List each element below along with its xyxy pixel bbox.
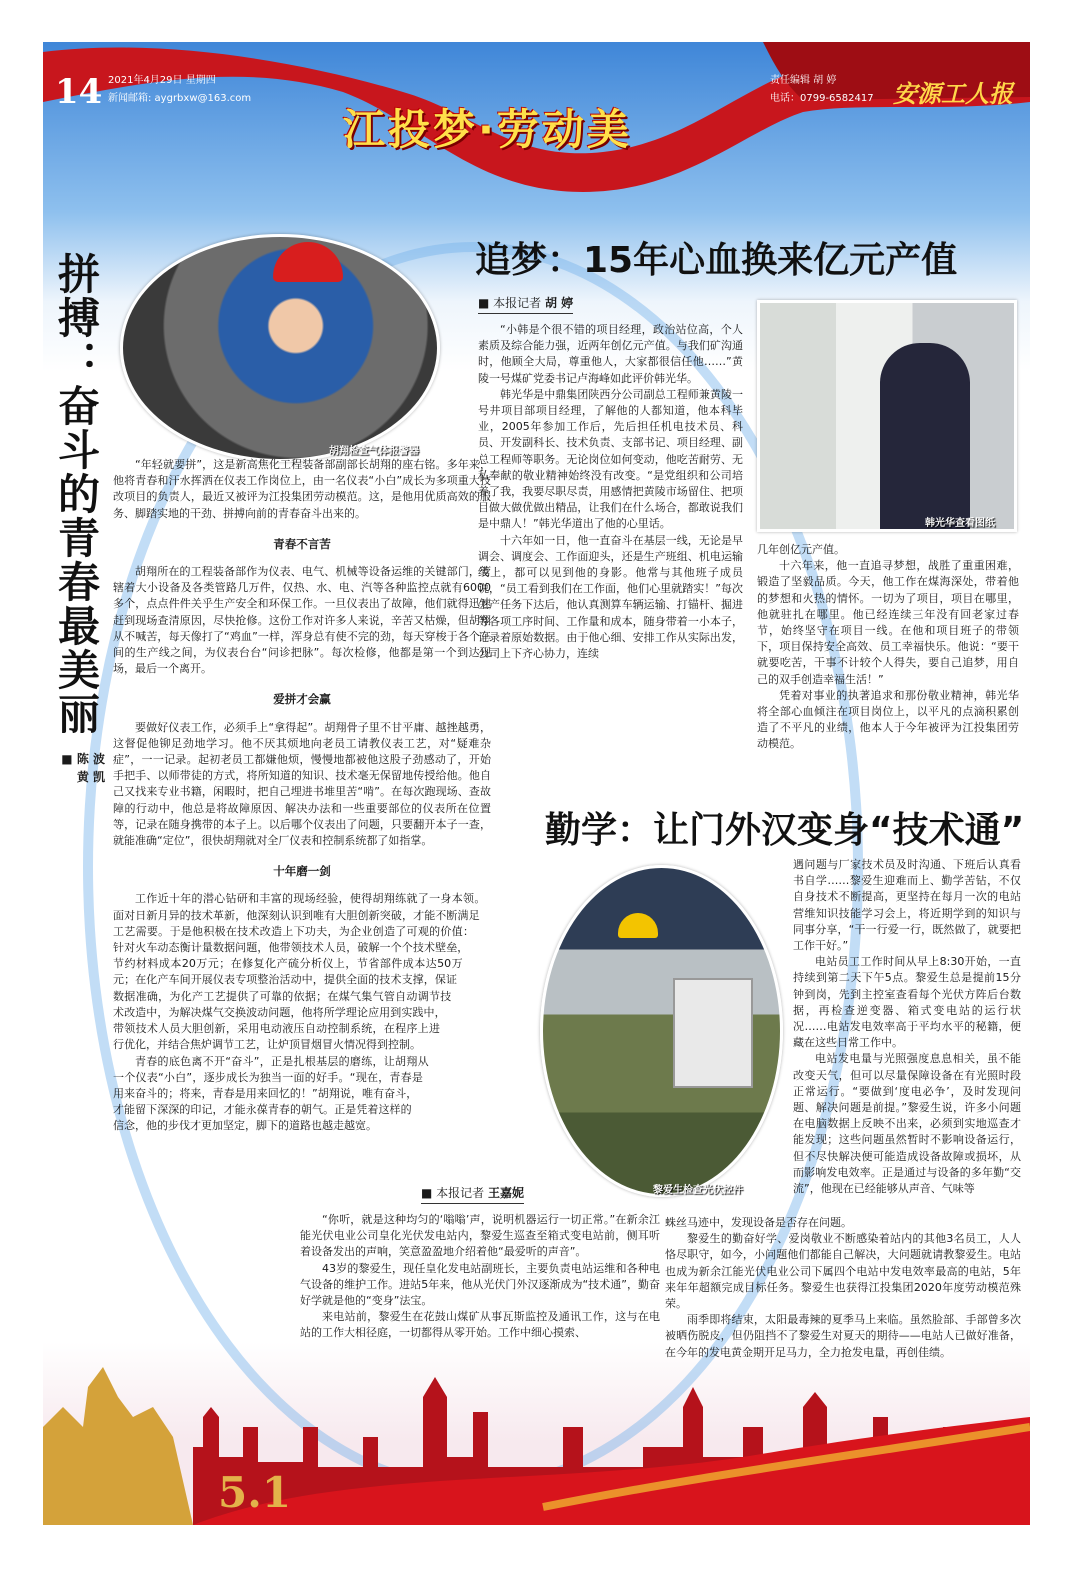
editor-info xyxy=(770,72,874,108)
paragraph: 几年创亿元产值。 xyxy=(757,543,845,556)
article2-title: 追梦：15年心血换来亿元产值 xyxy=(475,240,958,281)
paragraph: 雨季即将结束，太阳最毒辣的夏季马上来临。虽然脸部、手部曾多次被晒伤脱皮，但仍阻挡不了黎爱生对夏天的期待——电站人已做好准备，在今年的发电黄金期开足马力，全力抢发电量，再创佳绩。 xyxy=(665,1313,1021,1359)
paragraph: 来电站前，黎爱生在花鼓山煤矿从事瓦斯监控及通讯工作，这与在电站的工作大相径庭，一切都得从零开始。工作中细心摸索、 xyxy=(300,1310,660,1340)
photo-caption: 黎爱生检查光伏控件 xyxy=(653,1185,743,1196)
paragraph: 蛛丝马迹中，发现设备是否存在问题。 xyxy=(665,1216,852,1229)
section-heading: 青春不言苦 xyxy=(273,536,331,551)
person-figure xyxy=(880,343,970,532)
section-banner: 江投梦·劳动美 xyxy=(343,105,632,154)
paragraph: 工作近十年的潜心钻研和丰富的现场经验，使得胡翔练就了一身本领。面对日新月异的技术革新，他深刻认识到唯有大胆创新突破，才能不断满足工艺需要。于是他积极在技术改造上下功夫，为企业创造了可观的价值：针对火车动态衡计量数据问题，他带领技术人员，破解一个个技术壁垒，节约材料成本20万元；在修复化产硫分析仪上，节省部件成本达50万元；在化产车间开展仪表专项整治活动中，提供全面的技术支撑，保证数据准确，为化产工艺提供了可靠的依据；在煤气集气管自动调节技术改造中，为解决煤气交换波动问题，他将所学理论应用到实践中，带领技术人员大胆创新，采用电动液压自动控制系统，在程序上进行优化，并结合焦炉调节工艺，让炉顶冒烟冒火情况得到控制。 xyxy=(113,892,486,1052)
article1-title: 拼搏：奋斗的青春最美丽 xyxy=(52,252,101,736)
paragraph: “你听，就是这种均匀的‘嗡嗡’声，说明机器运行一切正常。”在新余江能光伏电业公司皇化光伏发电站内，黎爱生巡查至箱式变电站前，侧耳听着设备发出的声响，笑意盈盈地介绍着他“最爱听的声音”。 xyxy=(300,1213,660,1259)
paragraph: 黎爱生的勤奋好学、爱岗敬业不断感染着站内的其他3名员工，人人恪尽职守，如今，小问题他们都能自己解决，大问题就请教黎爱生。电站也成为新余江能光伏电业公司下属四个电站中发电效率最高的电站，5年来年年超额完成目标任务。黎爱生也获得江投集团2020年度劳动模范殊荣。 xyxy=(665,1232,1021,1311)
paragraph: 韩光华是中鼎集团陕西分公司副总工程师兼黄陵一号井项目部项目经理，了解他的人都知道，他本科毕业，2005年参加工作后，先后担任机电技术员、科员、开发副科长、技术负责、支部书记、项目经理、副总工程师等职务。无论岗位如何变动，他吃苦耐劳、无私奉献的敬业精神始终没有改变。“是党组织和公司培养了我，我要尽职尽责，用感情把黄陵市场留住、把项目做大做优做出精品，让我们在什么场合，都敢说我们是中鼎人！”韩光华道出了他的心里话。 xyxy=(478,387,743,531)
paragraph: 胡翔所在的工程装备部作为仪表、电气、机械等设备运维的关键部门，管辖着大小设备及各类管路几万件，仅热、水、电、汽等各种监控点就有6000多个，点点件件关乎生产安全和环保工作。一旦仪表出了故障，他们就得迅速赶到现场查清原因，尽快抢修。这份工作对许多人来说，辛苦又枯燥，但胡翔从不喊苦，每天像打了“鸡血”一样，浑身总有使不完的劲，每天穿梭于各个车间的生产线之间，为仪表台台“问诊把脉”。每次检修，他都是第一个到达现场，最后一个离开。 xyxy=(113,565,491,676)
article3-byline xyxy=(421,1184,524,1204)
paragraph: 43岁的黎爱生，现任皇化发电站副班长，主要负责电站运维和各种电气设备的维护工作。进站5年来，他从光伏门外汉逐渐成为“技术通”，勤奋好学就是他的“变身”法宝。 xyxy=(300,1261,660,1308)
photo-han-guanghua xyxy=(757,300,1017,532)
article3-title: 勤学：让门外汉变身“技术通” xyxy=(545,810,1025,851)
article2-byline xyxy=(478,294,573,314)
page-number: 14 xyxy=(55,72,103,112)
paragraph: 要做好仪表工作，必须手上“拿得起”。胡翔骨子里不甘平庸、越挫越勇，这督促他铆足劲地学习。他不厌其烦地向老员工请教仪表工艺，对“疑难杂症”，一一记录。起初老员工都嫌他烦，慢慢地都被他这股子劲感动了，开始手把手、以师带徒的方式，将所知道的知识、技术毫无保留地传授给他。他自己又找来专业书籍，闲暇时，把自己埋进书堆里苦“啃”。在每次跑现场、查故障的行动中，他总是将故障原因、解决办法和一些重要部位的仪表所在位置等，记录在随身携带的本子上。以后哪个仪表出了问题，只要翻开本子一查，就能准确“定位”，很快胡翔就对全厂仪表和控制系统都了如指掌。 xyxy=(113,720,491,848)
article3-col-right-top xyxy=(793,857,1021,1197)
article1-body xyxy=(113,457,491,1291)
article1-byline: ■ 陈 波 黄 凯 xyxy=(61,752,105,784)
byline-prefix: ■ 本报记者 xyxy=(421,1186,485,1200)
news-email: 新闻邮箱: aygrbxw@163.com xyxy=(108,93,252,104)
article3-col-right-bottom xyxy=(665,1215,1021,1361)
article1-intro: “年轻就要拼”，这是新高焦化工程装备部副部长胡翔的座右铭。多年来，他将青春和汗水挥洒在仪表工作岗位上，由一名仪表“小白”成长为多项重大技改项目的负责人，最近又被评为江投集团劳动模范。这，是他用优质高效的服务、脚踏实地的干劲、拼搏向前的青春奋斗出来的。 xyxy=(113,458,491,520)
byline-name: 胡 婷 xyxy=(544,296,574,310)
worker-statue xyxy=(43,1367,193,1525)
footer-skyline xyxy=(43,1367,1030,1525)
issue-meta xyxy=(108,72,251,108)
editor-name: 责任编辑 胡 婷 xyxy=(770,75,837,86)
masthead-logo: 安源工人报 xyxy=(893,79,1013,108)
hard-hat xyxy=(273,242,343,282)
photo-hu-xiang xyxy=(120,234,440,462)
paragraph: 遇问题与厂家技术员及时沟通、下班后认真看书自学……黎爱生迎难而上、勤学苦钻，不仅自身技术不断提高，更坚持在每月一次的电站营维知识技能学习会上，将近期学到的知识与同事分享，“干一行爱一行，既然做了，就要把工作干好。” xyxy=(793,858,1021,953)
footer-emblem: 5.1 xyxy=(218,1468,292,1517)
article2-col1 xyxy=(478,322,743,662)
byline-prefix: ■ 本报记者 xyxy=(478,296,542,310)
paragraph: “小韩是个很不错的项目经理，政治站位高，个人素质及综合能力强，近两年创亿元产值。与我们矿沟通时，他顾全大局，尊重他人，大家都很信任他……”黄陵一号煤矿党委书记卢海峰如此评价韩光华。 xyxy=(478,323,743,385)
section-heading: 爱拼才会赢 xyxy=(273,692,331,707)
issue-date: 2021年4月29日 星期四 xyxy=(108,75,216,86)
editor-phone: 电话：0799-6582417 xyxy=(770,93,874,104)
photo-li-aisheng xyxy=(540,865,783,1197)
photo-caption: 韩光华查看图纸 xyxy=(925,518,995,529)
article3-col-left xyxy=(300,1212,660,1342)
newspaper-page xyxy=(43,42,1030,1525)
paragraph: 十六年如一日，他一直奋斗在基层一线，无论是早调会、调度会、工作面迎头，还是生产班组、机电运输线上，都可以见到他的身影。他常与其他班子成员说，“员工看到我们在工作面，他们心里就踏实！”每次生产任务下达后，他认真测算车辆运输、打锚杆、掘进等各项工序时间、工作量和成本，随身带着一小本子，记录着原始数据。由于他心细、安排工作从实际出发，公司上下齐心协力，连续 xyxy=(478,533,743,661)
paragraph: 电站员工工作时间从早上8:30开始，一直持续到第二天下午5点。黎爱生总是提前15分钟到岗，先到主控室查看每个光伏方阵后台数据，再检查逆变器、箱式变电站的运行状况……电站发电效率高于平均水平的秘籍，便藏在这些日常工作中。 xyxy=(793,955,1021,1050)
paragraph: 十六年来，他一直追寻梦想，战胜了重重困难，锻造了坚毅品质。今天，他工作在煤海深处，带着他的梦想和火热的情怀。一切为了项目，项目在哪里，他就驻扎在哪里。他已经连续三年没有回老家过春节，始终坚守在项目一线。在他和项目班子的带领下，项目保持安全高效、员工幸福快乐。他说：“要干就要吃苦，干事不计较个人得失，要自己追梦，用自己的双手创造幸福生活！” xyxy=(757,559,1019,686)
control-box xyxy=(673,978,753,1088)
byline-name: 王嘉妮 xyxy=(487,1186,524,1200)
photo-caption: 胡翔检查气体报警器 xyxy=(329,446,419,457)
paragraph: 凭着对事业的执著追求和那份敬业精神，韩光华将全部心血倾注在项目岗位上，以平凡的点滴积累创造了不平凡的业绩，他本人于今年被评为江投集团劳动模范。 xyxy=(757,688,1019,751)
hard-hat xyxy=(618,913,658,938)
paragraph: 电站发电量与光照强度息息相关，虽不能改变天气，但可以尽量保障设备在有光照时段正常运行。“要做到‘度电必争’，及时发现问题、解决问题是前提。”黎爱生说，许多小问题在电脑数据上反映不出来，必须到实地巡查才能发现；这些问题虽然暂时不影响设备运行，但不尽快解决便可能造成设备故障或损坏，从而影响发电效率。正是通过与设备的多年勤“交流”，他现在已经能够从声音、气味等 xyxy=(793,1052,1021,1196)
paragraph: 青春的底色离不开“奋斗”，正是扎根基层的磨练，让胡翔从一个仪表“小白”，逐步成长为独当一面的好手。“现在，青春是用来奋斗的；将来，青春是用来回忆的！”胡翔说，唯有奋斗，才能留下深深的印记，才能永葆青春的朝气。正是凭着这样的信念，他的步伐才更加坚定，脚下的道路也越走越宽。 xyxy=(113,1054,429,1133)
section-heading: 十年磨一剑 xyxy=(273,864,331,879)
article2-col2 xyxy=(757,542,1019,753)
